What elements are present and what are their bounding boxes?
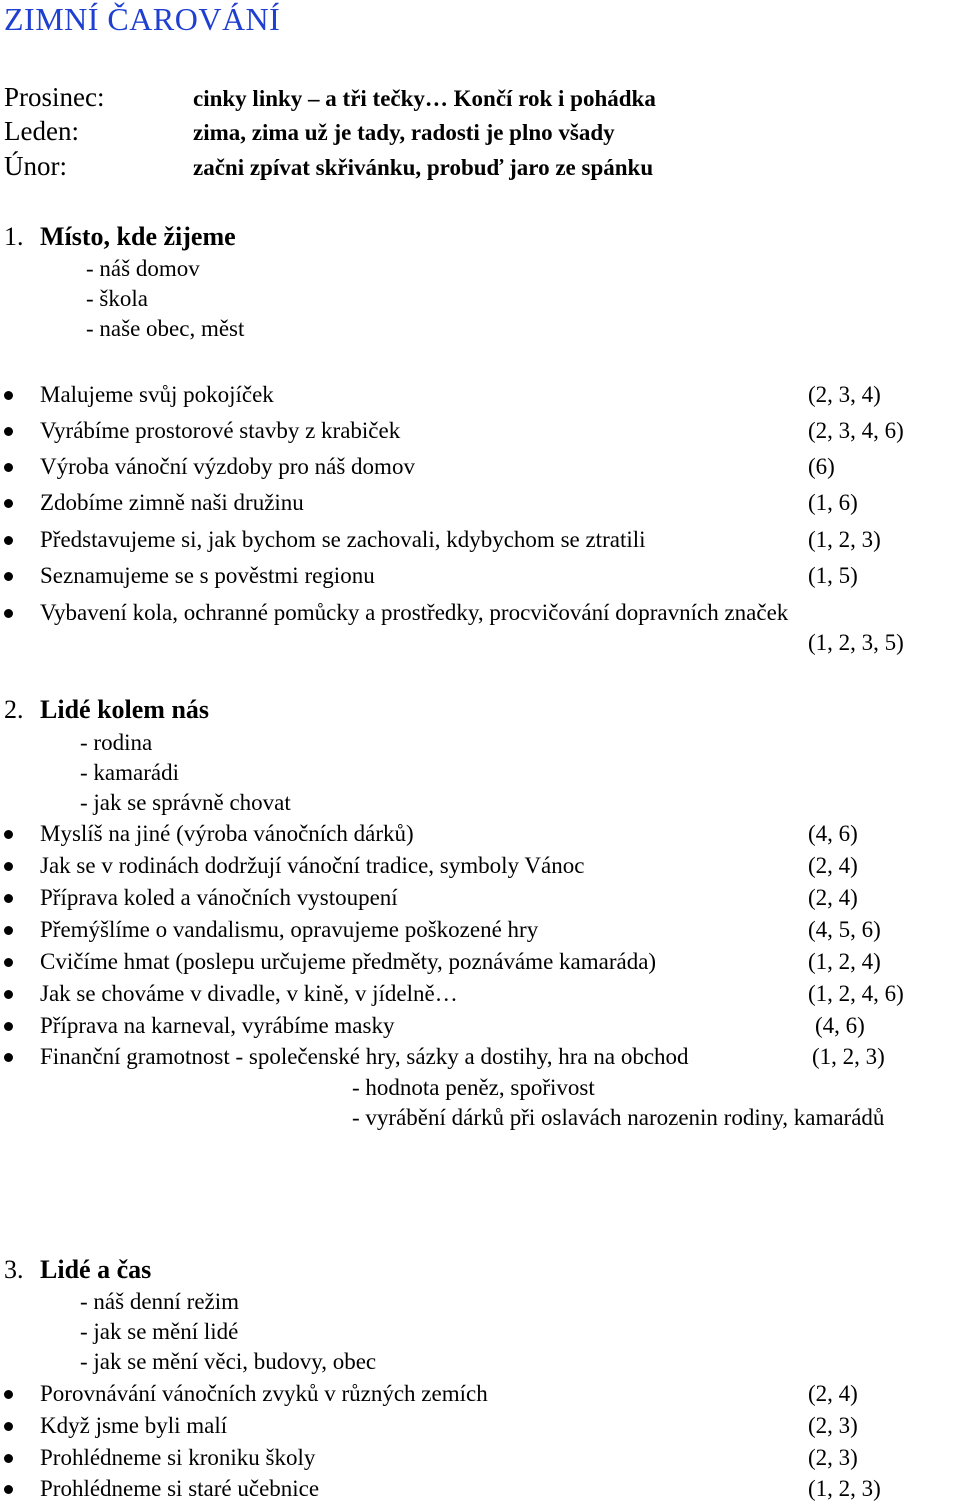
section-number: 3. xyxy=(4,1255,24,1284)
activity-item: Představujeme si, jak bychom se zachovali, kdybychom se ztratili xyxy=(40,527,646,552)
activity-codes: (1, 2, 4, 6) xyxy=(808,981,904,1006)
section-title: Lidé a čas xyxy=(40,1255,152,1284)
activity-codes: (1, 2, 3, 5) xyxy=(808,630,904,655)
activity-codes: (2, 3, 4) xyxy=(808,382,881,407)
activity-item: Jak se v rodinách dodržují vánoční tradice, symboly Vánoc xyxy=(40,853,585,878)
month-text-leden: zima, zima už je tady, radosti je plno všady xyxy=(193,120,615,145)
activity-item: Cvičíme hmat (poslepu určujeme předměty, poznáváme kamaráda) xyxy=(40,949,657,974)
activity-item: Když jsme byli malí xyxy=(40,1413,228,1438)
section-number: 2. xyxy=(4,695,24,724)
bullet-icon xyxy=(4,990,13,999)
bullet-icon xyxy=(4,830,13,839)
activity-item: Seznamujeme se s pověstmi regionu xyxy=(40,563,375,588)
activity-item: Prohlédneme si kroniku školy xyxy=(40,1445,316,1470)
bullet-icon xyxy=(4,862,13,871)
bullet-icon xyxy=(4,391,13,400)
activity-codes: (2, 4) xyxy=(808,1381,858,1406)
activity-item: Myslíš na jiné (výroba vánočních dárků) xyxy=(40,821,414,846)
bullet-icon xyxy=(4,499,13,508)
activity-item: Příprava koled a vánočních vystoupení xyxy=(40,885,398,910)
bullet-icon xyxy=(4,463,13,472)
bullet-icon xyxy=(4,1022,13,1031)
section-title: Lidé kolem nás xyxy=(40,695,210,724)
activity-codes: (6) xyxy=(808,454,835,479)
activity-item: Porovnávání vánočních zvyků v různých zemích xyxy=(40,1381,488,1406)
bullet-icon xyxy=(4,572,13,581)
activity-item: Zdobíme zimně naši družinu xyxy=(40,490,304,515)
bullet-icon xyxy=(4,609,13,618)
activity-codes: (2, 4) xyxy=(808,853,858,878)
activity-item: Prohlédneme si staré učebnice xyxy=(40,1476,320,1501)
bullet-icon xyxy=(4,1390,13,1399)
activity-codes: (2, 3, 4, 6) xyxy=(808,418,904,443)
month-label-unor: Únor: xyxy=(4,151,67,181)
activity-item: Výroba vánoční výzdoby pro náš domov xyxy=(40,454,415,479)
subtopic: - kamarádi xyxy=(80,760,179,785)
bullet-icon xyxy=(4,958,13,967)
activity-codes: (1, 2, 4) xyxy=(808,949,881,974)
activity-codes: (1, 2, 3) xyxy=(812,1044,885,1069)
finance-subitem: - vyrábění dárků při oslavách narozenin rodiny, kamarádů xyxy=(352,1105,885,1130)
activity-codes: (1, 2, 3) xyxy=(808,527,881,552)
subtopic: - náš denní režim xyxy=(80,1289,240,1314)
bullet-icon xyxy=(4,1422,13,1431)
bullet-icon xyxy=(4,1053,13,1062)
activity-item: Vybavení kola, ochranné pomůcky a prostředky, procvičování dopravních značek xyxy=(40,600,789,625)
subtopic: - jak se mění věci, budovy, obec xyxy=(80,1349,377,1374)
activity-item: Vyrábíme prostorové stavby z krabiček xyxy=(40,418,401,443)
activity-codes: (1, 2, 3) xyxy=(808,1476,881,1501)
page-title: ZIMNÍ ČAROVÁNÍ xyxy=(4,1,281,37)
subtopic: - škola xyxy=(86,286,148,311)
activity-codes: (4, 6) xyxy=(815,1013,865,1038)
activity-item: Jak se chováme v divadle, v kině, v jídelně… xyxy=(40,981,458,1006)
bullet-icon xyxy=(4,1485,13,1494)
activity-item: Malujeme svůj pokojíček xyxy=(40,382,274,407)
subtopic: - náš domov xyxy=(86,256,200,281)
activity-item: Přemýšlíme o vandalismu, opravujeme poškozené hry xyxy=(40,917,539,942)
activity-codes: (1, 5) xyxy=(808,563,858,588)
month-label-leden: Leden: xyxy=(4,116,79,146)
activity-codes: (2, 4) xyxy=(808,885,858,910)
bullet-icon xyxy=(4,536,13,545)
section-title: Místo, kde žijeme xyxy=(40,222,236,251)
activity-codes: (1, 6) xyxy=(808,490,858,515)
bullet-icon xyxy=(4,926,13,935)
activity-codes: (4, 5, 6) xyxy=(808,917,881,942)
subtopic: - jak se správně chovat xyxy=(80,790,291,815)
bullet-icon xyxy=(4,894,13,903)
month-text-unor: začni zpívat skřivánku, probuď jaro ze spánku xyxy=(193,155,654,180)
subtopic: - jak se mění lidé xyxy=(80,1319,239,1344)
month-label-prosinec: Prosinec: xyxy=(4,82,105,112)
finance-subitem: - hodnota peněz, spořivost xyxy=(352,1075,595,1100)
activity-item: Finanční gramotnost - společenské hry, sázky a dostihy, hra na obchod xyxy=(40,1044,689,1069)
section-number: 1. xyxy=(4,222,24,251)
bullet-icon xyxy=(4,427,13,436)
subtopic: - naše obec, měst xyxy=(86,316,245,341)
month-text-prosinec: cinky linky – a tři tečky… Končí rok i pohádka xyxy=(193,86,656,111)
activity-item: Příprava na karneval, vyrábíme masky xyxy=(40,1013,395,1038)
activity-codes: (2, 3) xyxy=(808,1413,858,1438)
bullet-icon xyxy=(4,1454,13,1463)
activity-codes: (2, 3) xyxy=(808,1445,858,1470)
subtopic: - rodina xyxy=(80,730,153,755)
activity-codes: (4, 6) xyxy=(808,821,858,846)
